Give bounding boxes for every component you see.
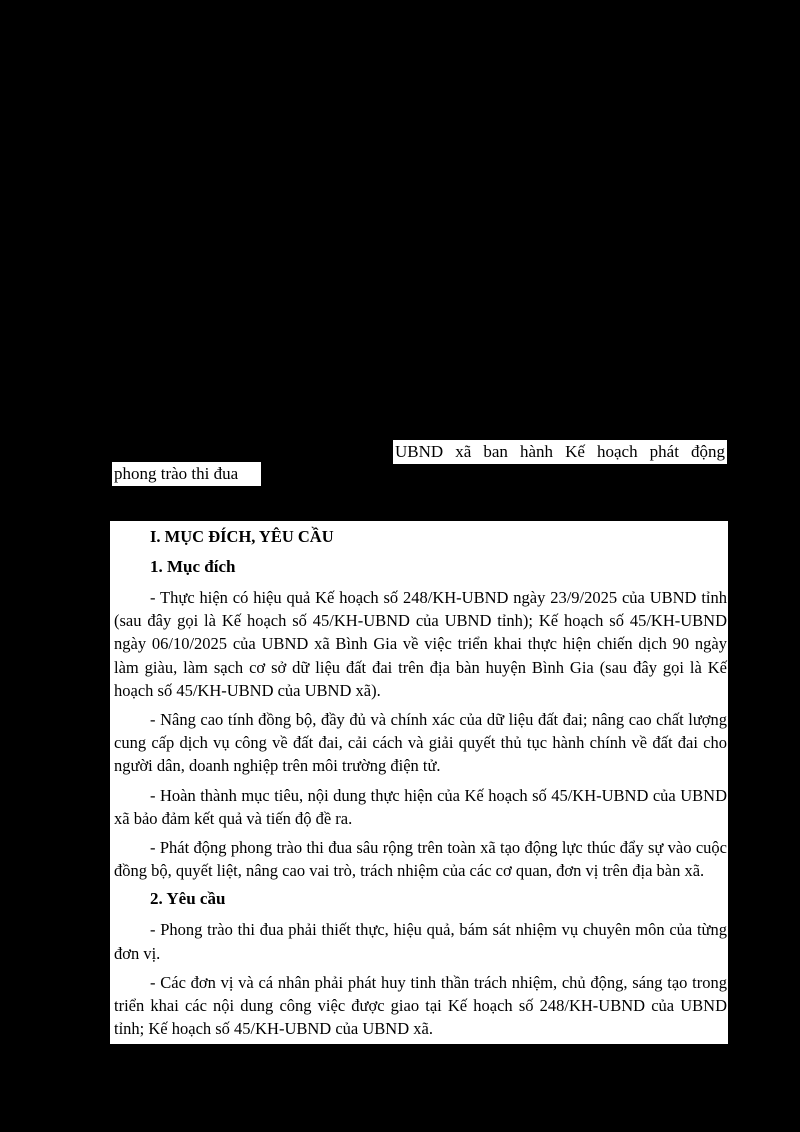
document-body [110, 521, 728, 1044]
paragraph-purpose-2: - Nâng cao tính đồng bộ, đầy đủ và chính xác của dữ liệu đất đai; nâng cao chất lượng cung cấp dịch vụ công về đất đai, cải cách và giải quyết thủ tục hành chính về đất đai cho người dân, doanh nghiệp trên môi trường điện tử. [114, 710, 727, 776]
header-fragment-line-2: phong trào thi đua [112, 462, 261, 486]
paragraph-purpose-3: - Hoàn thành mục tiêu, nội dung thực hiện của Kế hoạch số 45/KH-UBND của UBND xã bảo đảm kết quả và tiến độ đề ra. [114, 785, 727, 828]
section-heading-purpose-requirements: I. MỤC ĐÍCH, YÊU CẦU [150, 527, 334, 546]
header-fragment-line-1: UBND xã ban hành Kế hoạch phát động [393, 440, 727, 464]
paragraph-purpose-4: - Phát động phong trào thi đua sâu rộng trên toàn xã tạo động lực thúc đẩy sự vào cuộc đồng bộ, quyết liệt, nâng cao vai trò, trách nhiệm của các cơ quan, đơn vị trên địa bàn xã. [114, 838, 727, 881]
subheading-requirements: 2. Yêu cầu [150, 889, 226, 909]
paragraph-requirement-2: - Các đơn vị và cá nhân phải phát huy tinh thần trách nhiệm, chủ động, sáng tạo trong triển khai các nội dung công việc được giao tại Kế hoạch số 248/KH-UBND của UBND tỉnh; Kế hoạch số 45/KH-UBND của UBND xã. [114, 972, 727, 1039]
subheading-purpose: 1. Mục đích [150, 557, 236, 576]
paragraph-requirement-1: - Phong trào thi đua phải thiết thực, hiệu quả, bám sát nhiệm vụ chuyên môn của từng đơn vị. [114, 920, 727, 963]
paragraph-purpose-1: - Thực hiện có hiệu quả Kế hoạch số 248/KH-UBND ngày 23/9/2025 của UBND tỉnh (sau đây gọi là Kế hoạch số 45/KH-UBND của UBND tỉnh); Kế hoạch số 45/KH-UBND ngày 06/10/2025 của UBND xã Bình Gia về việc triển khai thực hiện chiến dịch 90 ngày làm giàu, làm sạch cơ sở dữ liệu đất đai trên địa bàn huyện Bình Gia (sau đây gọi là Kế hoạch số 45/KH-UBND của UBND xã). [114, 588, 727, 700]
